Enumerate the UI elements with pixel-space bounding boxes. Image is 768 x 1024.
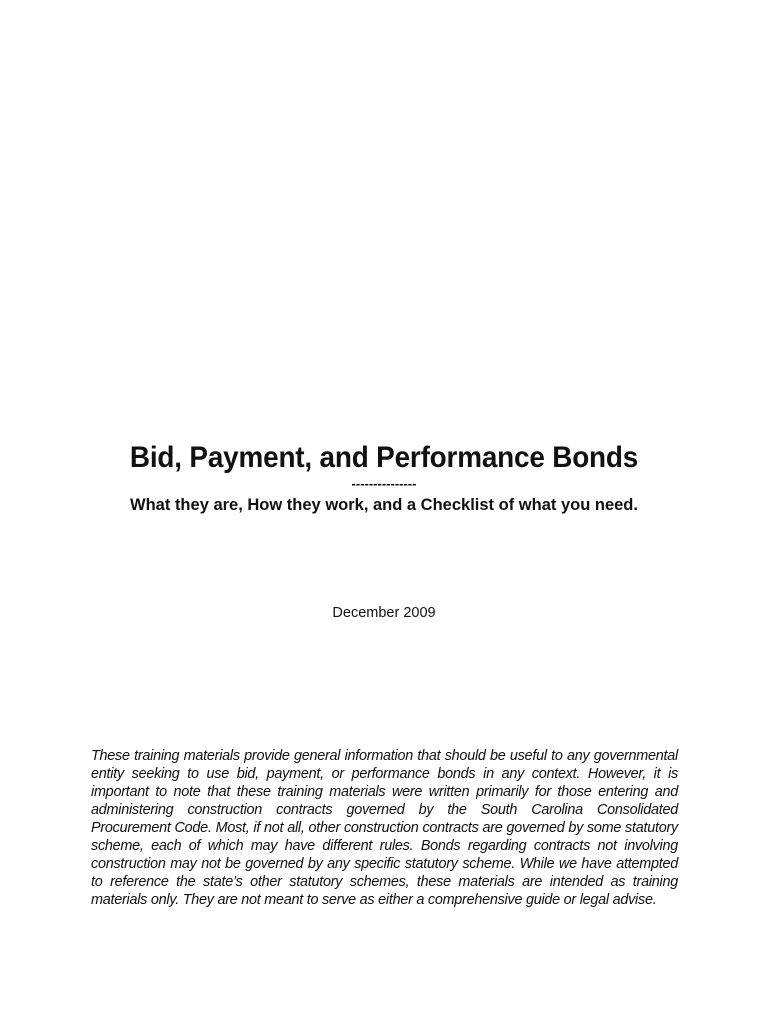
document-title: Bid, Payment, and Performance Bonds [129,441,639,474]
document-date: December 2009 [332,605,436,621]
document-subtitle: What they are, How they work, and a Checklist of what you need. [130,496,638,514]
title-divider: --------------- [351,476,417,491]
disclaimer-paragraph: These training materials provide general information that should be useful to any governmental entity seeking to use bid, payment, or performance bonds in any context. However, it is important to note that these training materials were written primarily for those entering and administering construction contracts governed by the South Carolina Consolidated Procurement Code. Most, if not all, other construction contracts are governed by some statutory scheme, each of which may have different rules. Bonds regarding contracts not involving construction may not be governed by any specific statutory scheme. While we have attempted to reference the state’s other statutory schemes, these materials are intended as training materials only. They are not meant to serve as either a comprehensive guide or legal advise. [91,748,678,908]
